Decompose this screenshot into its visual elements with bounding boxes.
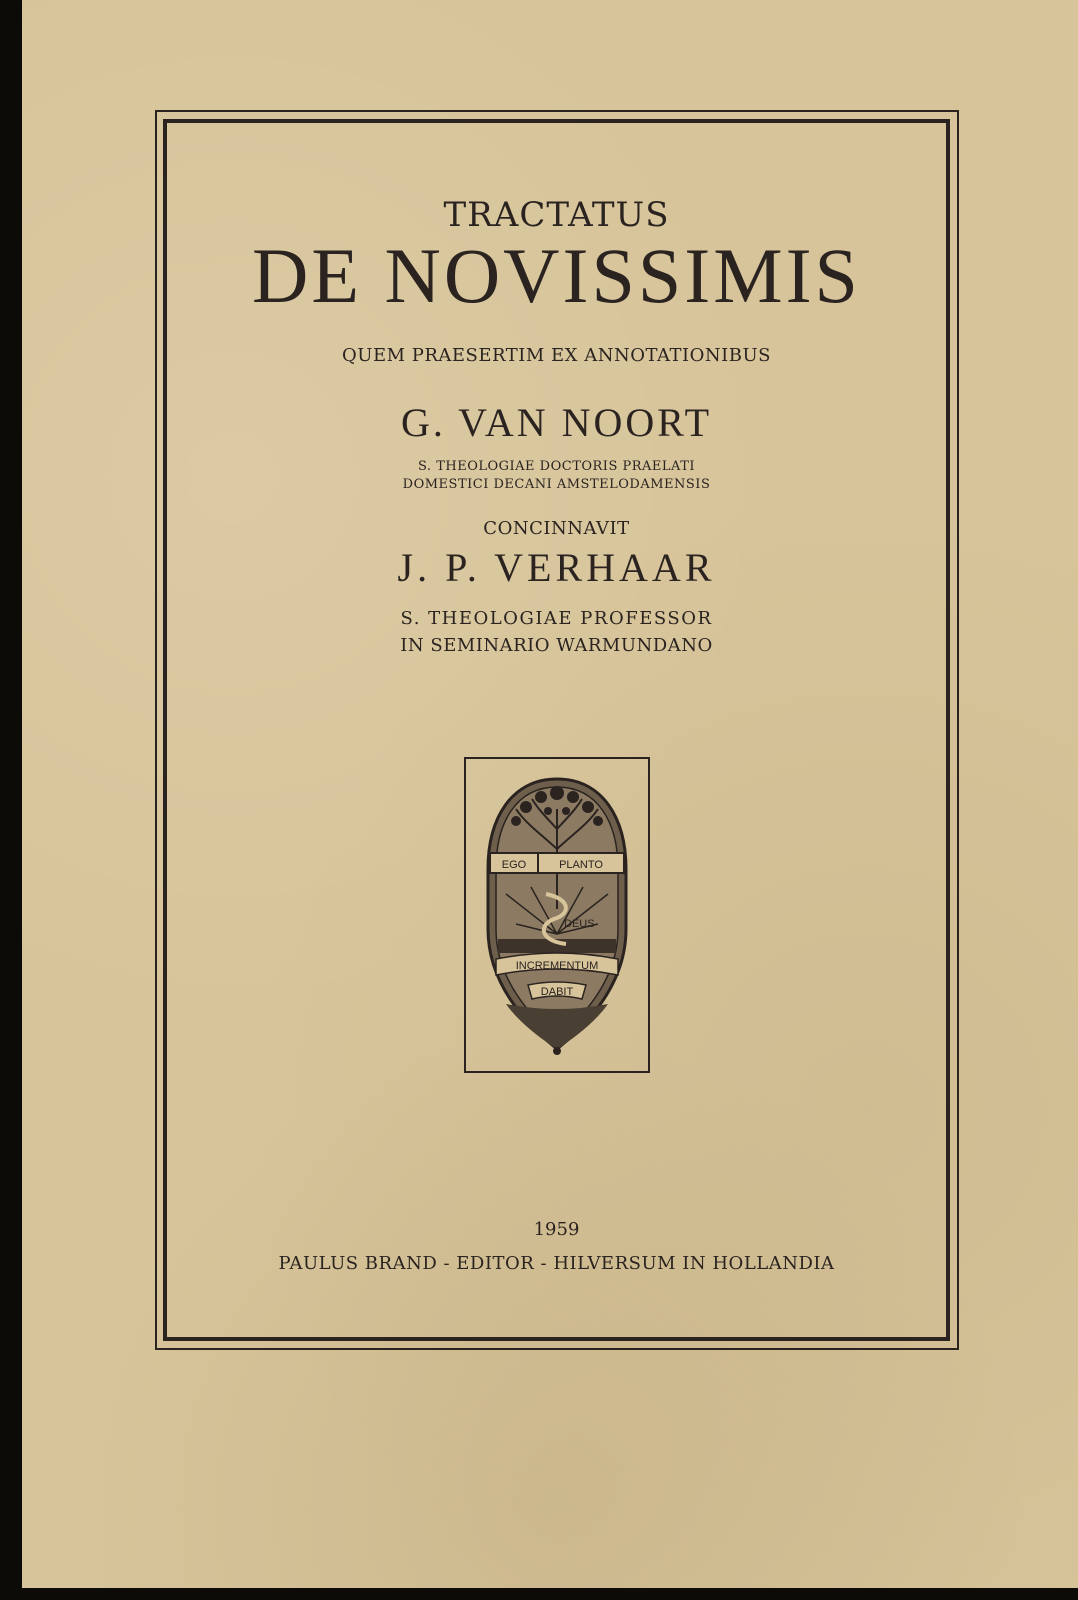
emblem-monogram: DEUS	[564, 918, 595, 930]
book-cover	[22, 0, 1078, 1588]
author-credentials-line-2: DOMESTICI DECANI AMSTELODAMENSIS	[402, 477, 711, 492]
emblem-motto-right: PLANTO	[559, 859, 603, 871]
publisher-emblem-frame	[464, 757, 650, 1073]
emblem-motto-bottom-2: DABIT	[540, 986, 574, 998]
publication-year: 1959	[533, 1219, 580, 1240]
publisher-line: PAULUS BRAND - EDITOR - HILVERSUM IN HOLLANDIA	[278, 1253, 835, 1274]
subtitle: QUEM PRAESERTIM EX ANNOTATIONIBUS	[342, 345, 771, 366]
emblem-motto-left: EGO	[501, 859, 527, 871]
compiler-name: J. P. VERHAAR	[397, 545, 716, 590]
compiler-credentials-line-2: IN SEMINARIO WARMUNDANO	[400, 635, 713, 656]
outer-border	[155, 110, 959, 1350]
compiler-credentials-line-1: S. THEOLOGIAE PROFESSOR	[400, 608, 713, 629]
compiler-intro: CONCINNAVIT	[483, 518, 630, 539]
emblem-motto-bottom-1: INCREMENTUM	[515, 960, 599, 972]
book-title: DE NOVISSIMIS	[252, 232, 861, 319]
publisher-emblem	[466, 759, 648, 1071]
author-credentials-line-1: S. THEOLOGIAE DOCTORIS PRAELATI	[417, 459, 696, 474]
author-name: G. VAN NOORT	[400, 400, 713, 445]
inner-border	[163, 119, 950, 1341]
series-heading: TRACTATUS	[443, 195, 670, 235]
